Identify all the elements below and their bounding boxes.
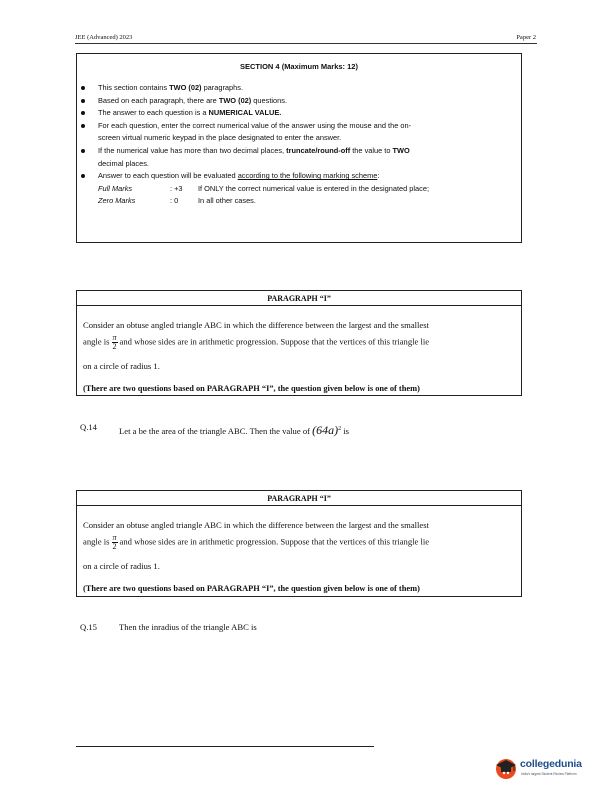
header-paper-number: Paper 2 (516, 34, 536, 41)
paragraph-note: (There are two questions based on PARAGRAPH “I”, the question given below is one of them) (83, 584, 420, 593)
section-title: SECTION 4 (Maximum Marks: 12) (240, 62, 358, 71)
question-number: Q.14 (80, 422, 97, 432)
header-exam-name: JEE (Advanced) 2023 (75, 34, 133, 41)
collegedunia-logo (494, 754, 598, 784)
paragraph-text: Consider an obtuse angled triangle ABC in which the difference between the largest and the smallest (83, 520, 429, 530)
instruction-item: For each question, enter the correct numerical value of the answer using the mouse and the on- screen virtual numeric keypad in the place designated to enter the answer. (98, 120, 518, 145)
marking-scheme-row: Zero Marks : 0 In all other cases. (98, 196, 256, 206)
question-text: Let a be the area of the triangle ABC. Then the value of $(64a)^2$ is (119, 423, 350, 437)
paragraph-title: PARAGRAPH “I” (267, 494, 331, 503)
marking-scheme-row: Full Marks : +3 If ONLY the correct numerical value is entered in the designated place; (98, 183, 430, 193)
question-text: Then the inradius of the triangle ABC is (119, 622, 257, 632)
instruction-list (98, 82, 518, 208)
paragraph-text: angle is $\frac{\pi}{2}$ and whose sides are in arithmetic progression. Suppose that the vertices of this triangle lie (83, 533, 430, 551)
section-instructions-box (76, 53, 522, 243)
paragraph-box (76, 290, 522, 396)
question-number: Q.15 (80, 622, 97, 632)
paragraph-text: Consider an obtuse angled triangle ABC in which the difference between the largest and the smallest (83, 320, 429, 330)
paragraph-note: (There are two questions based on PARAGRAPH “I”, the question given below is one of them) (83, 384, 420, 393)
paragraph-box (76, 490, 522, 597)
paragraph-text: on a circle of radius 1. (83, 361, 160, 371)
instruction-item: Based on each paragraph, there are TWO (02) questions. (98, 95, 518, 108)
logo-wordmark: collegedunia (520, 758, 582, 770)
footer-divider (76, 746, 374, 747)
instruction-item: The answer to each question is a NUMERICAL VALUE. (98, 107, 518, 120)
graduation-cap-icon (494, 756, 518, 780)
paragraph-title: PARAGRAPH “I” (267, 294, 331, 303)
instruction-item: Answer to each question will be evaluated according to the following marking scheme: (98, 170, 518, 183)
instruction-item: If the numerical value has more than two decimal places, truncate/round-off the value to TWO decimal places. (98, 145, 518, 170)
logo-tagline: India's largest Student Review Platform (521, 772, 577, 776)
paragraph-text: on a circle of radius 1. (83, 561, 160, 571)
header-divider (75, 43, 537, 44)
paragraph-text: angle is $\frac{\pi}{2}$ and whose sides are in arithmetic progression. Suppose that the vertices of this triangle lie (83, 333, 430, 351)
instruction-item: This section contains TWO (02) paragraphs. (98, 82, 518, 95)
